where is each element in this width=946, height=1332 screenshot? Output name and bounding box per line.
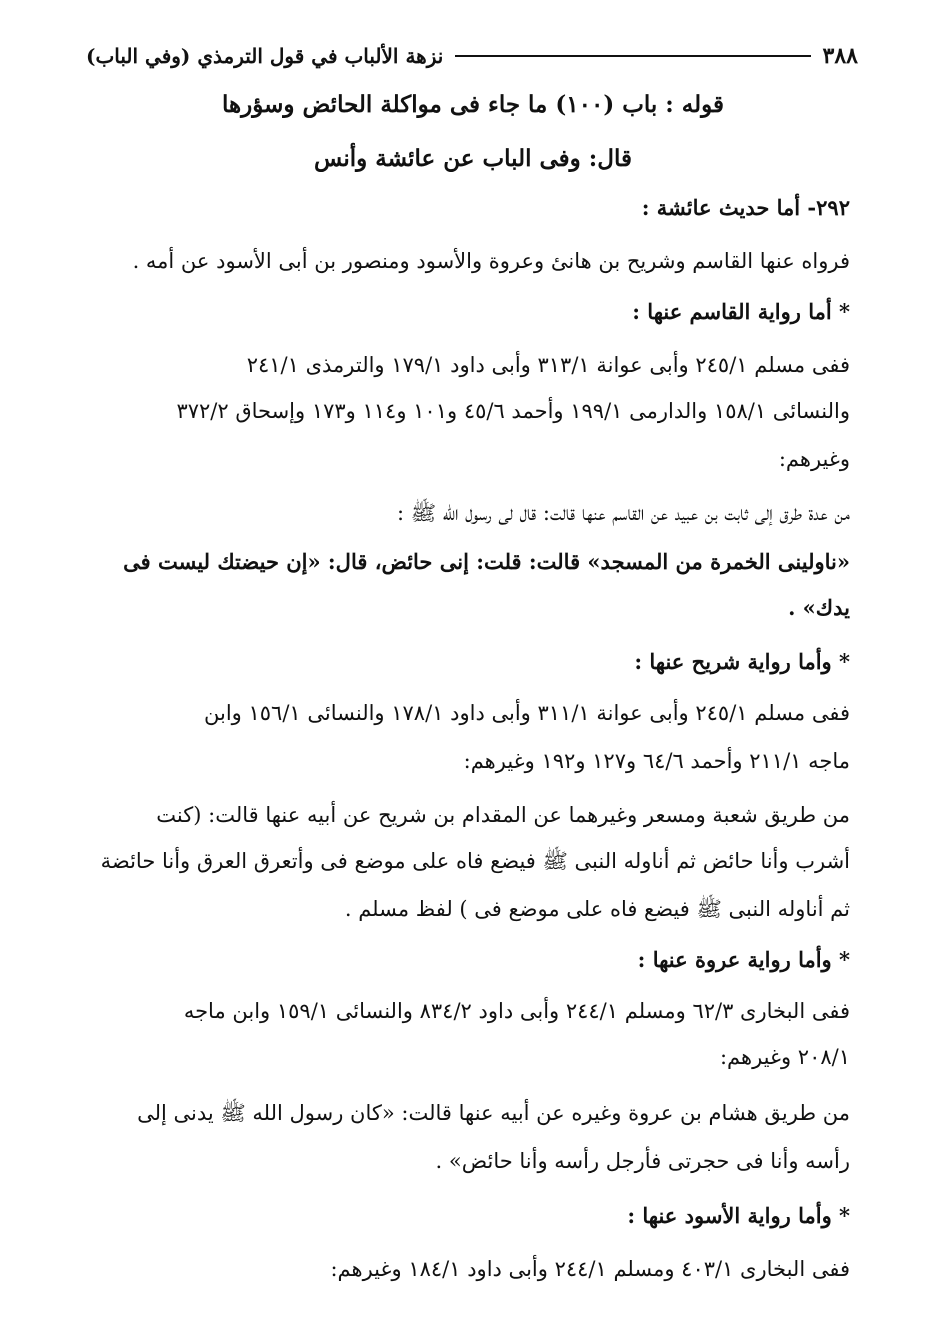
chapter-heading: قوله : باب (١٠٠) ما جاء فى مواكلة الحائض وسؤرها bbox=[221, 91, 724, 118]
page-header bbox=[86, 40, 858, 72]
text-line: ففى البخارى ٦٢/٣ ومسلم ٢٤٤/١ وأبى داود ٨٣٤/٢ والنسائى ١٥٩/١ وابن ماجه bbox=[183, 999, 850, 1023]
text-line: وغيرهم: bbox=[778, 447, 850, 471]
chapter-subheading: قال: وفى الباب عن عائشة وأنس bbox=[314, 145, 632, 172]
section-heading: * وأما رواية عروة عنها : bbox=[637, 947, 850, 972]
text-line: والنسائى ١٥٨/١ والدارمى ١٩٩/١ وأحمد ٤٥/٦ و١٠١ و١١٤ و١٧٣ وإسحاق ٣٧٢/٢ bbox=[176, 399, 850, 423]
text-line: رأسه وأنا فى حجرتى فأرجل رأسه وأنا حائض» . bbox=[435, 1149, 850, 1173]
text-line: يدك» . bbox=[788, 595, 850, 620]
text-line: «ناولينى الخمرة من المسجد» قالت: قلت: إنى حائض، قال: «إن حيضتك ليست فى bbox=[123, 549, 850, 574]
text-line: من طريق شعبة ومسعر وغيرهما عن المقدام بن شريح عن أبيه عنها قالت: (كنت bbox=[156, 803, 850, 827]
text-line: أشرب وأنا حائض ثم أناوله النبى ﷺ فيضع فاه على موضع فى وأتعرق العرق وأنا حائضة bbox=[100, 849, 850, 873]
text-line: ففى مسلم ٢٤٥/١ وأبى عوانة ٣١٣/١ وأبى داود ١٧٩/١ والترمذى ٢٤١/١ bbox=[246, 353, 850, 377]
running-title: نزهة الألباب في قول الترمذي (وفي الباب) bbox=[86, 44, 444, 68]
text-line: ماجه ٢١١/١ وأحمد ٦٤/٦ و١٢٧ و١٩٢ وغيرهم: bbox=[463, 749, 850, 773]
text-line: فرواه عنها القاسم وشريح بن هانئ وعروة والأسود ومنصور بن أبى الأسود عن أمه . bbox=[132, 249, 850, 273]
header-rule bbox=[455, 55, 810, 57]
hadith-heading: ٢٩٢- أما حديث عائشة : bbox=[641, 195, 850, 220]
page-number: ٣٨٨ bbox=[822, 43, 858, 69]
text-line: ففى البخارى ٤٠٣/١ ومسلم ٢٤٤/١ وأبى داود ١٨٤/١ وغيرهم: bbox=[330, 1257, 850, 1281]
text-line: ٢٠٨/١ وغيرهم: bbox=[719, 1045, 850, 1069]
text-line: من عدة طرق إلى ثابت بن عبيد عن القاسم عنها قالت: قال لى رسول الله ﷺ : bbox=[396, 501, 850, 525]
section-heading: * أما رواية القاسم عنها : bbox=[632, 299, 850, 324]
section-heading: * وأما رواية الأسود عنها : bbox=[627, 1203, 850, 1228]
text-line: من طريق هشام بن عروة وغيره عن أبيه عنها قالت: «كان رسول الله ﷺ يدنى إلى bbox=[137, 1101, 850, 1125]
section-heading: * وأما رواية شريح عنها : bbox=[634, 649, 850, 674]
text-line: ففى مسلم ٢٤٥/١ وأبى عوانة ٣١١/١ وأبى داود ١٧٨/١ والنسائى ١٥٦/١ وابن bbox=[204, 701, 850, 725]
text-line: ثم أناوله النبى ﷺ فيضع فاه على موضع فى ) لفظ مسلم . bbox=[344, 897, 850, 921]
